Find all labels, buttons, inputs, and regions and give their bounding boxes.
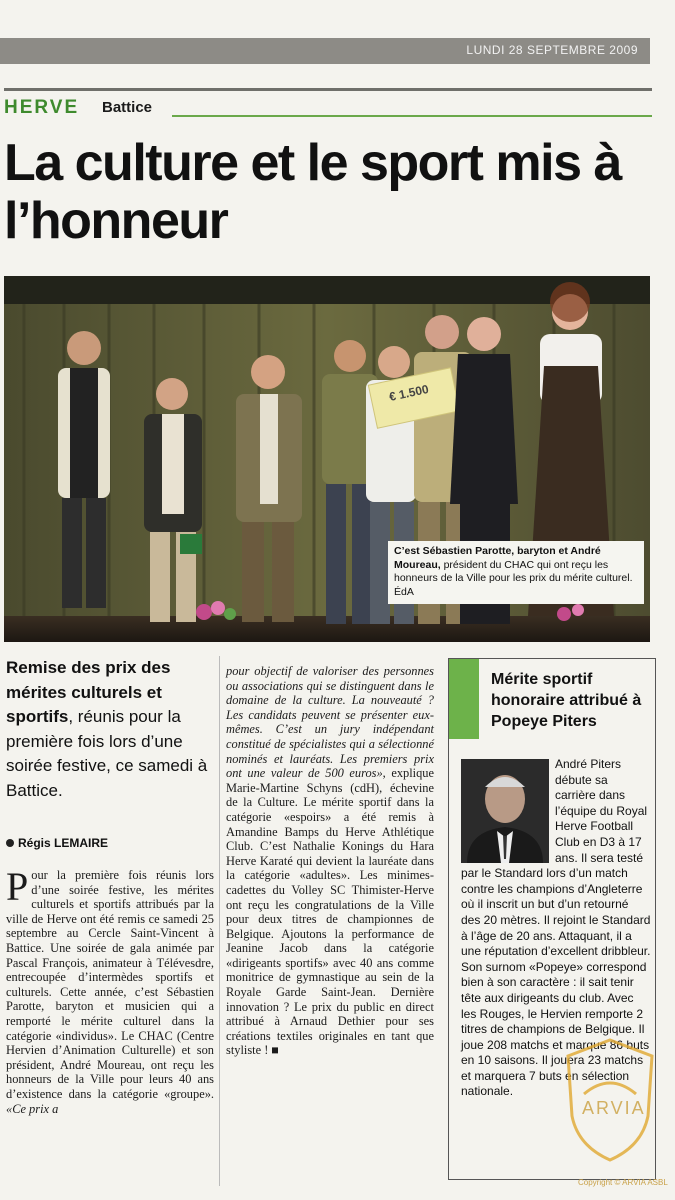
section-location: Battice (102, 99, 153, 116)
col1-text: our la première fois réunis lors d’une soirée festive, les mérites culturels et sportifs attribués par la ville de Herve ont été remis ce samedi 25 septembre au Cercle Saint-Vincent à Battice. Une soirée de gala animée par Pascal François, animateur à Télévesdre, entrecoupée d’intermèdes sportifs et culturels. Cette année, c’est Sébastien Parotte, baryton et musicien qui a remporté le mérite culturel dans la catégorie «individus». Le CHAC (Centre Hervien d’Animation Culturelle) et son président, André Moureau, ont reçu les honneurs de la Ville pour leurs 40 ans d’existence dans la catégorie «groupe». (6, 868, 214, 1101)
section-name: HERVE (4, 97, 80, 118)
caption-bold: C’est Sébastien Parotte, baryton et André Moureau, (394, 545, 601, 571)
photo-caption (388, 541, 644, 604)
article-column-1 (6, 864, 214, 1116)
section-header (4, 88, 652, 121)
logo-text: ARVIA (582, 1098, 646, 1118)
copyright-notice: Copyright © ARVIA ASBL (578, 1178, 668, 1187)
sidebar-accent (449, 659, 479, 739)
lead-bold: Remise des prix des mérites culturels et sportifs (6, 658, 171, 726)
issue-date: LUNDI 28 SEPTEMBRE 2009 (466, 43, 638, 57)
col2-quote: pour objectif de valoriser des personnes ou associations qui se distinguent dans le domaine de la culture. La nouveauté ? Les candidats peuvent se présenter eux-mêmes. C’est un jury indépendant constitué de spécialistes qui a sélectionné nominés et lauréats. Les premiers prix ont une valeur de 500 euros» (226, 664, 434, 781)
sidebar-text: André Piters débute sa carrière dans l’équipe du Royal Herve Football Club en D3 à 17 ans. Il sera testé par le Standard lors d’un match contre les champions d’Angleterre où il inscrit un but d’un retourné des 20 mètres. Il rejoint le Standard à l’âge de 20 ans. Attaquant, il a une réputation d’excellent dribbleur. Son surnom «Popeye» correspond bien à son caractère : il sait tenir tête aux dirigeants du club. Avec les Rouges, le Hervien remporte 2 titres de champions de Belgique. Il joue 208 matchs et marque 86 buts en 10 saisons. Il jouera 23 matchs et marquera 7 buts en sélection nationale. (461, 757, 651, 1099)
author-name: Régis LEMAIRE (18, 836, 109, 850)
byline-bullet (6, 839, 14, 847)
date-bar (0, 38, 650, 64)
col2-text: , explique Marie-Martine Schyns (cdH), échevine de la Culture. Le mérite sportif dans la catégorie «espoirs» a été remis à Amandine Bamps du Herve Athlétique Club. C’est Nathalie Konings du Hara Herve Karaté qui devient la lauréate dans la catégorie «adultes». Les minimes-cadettes du Volley SC Thimister-Herve ont reçu les congratulations de la Ville pour deux titres de championnes de Belgique. Ajoutons la performance de Jeanine Jacob dans la catégorie «dirigeants sportifs» avec 40 ans comme monitrice de gymnastique au sein de la Royale Garde Saint-Jean. Dernière innovation ? Le prix du public en direct attribué à Arnaud Dethier pour ses créations textiles originales en tant que styliste ! ■ (226, 766, 434, 1058)
sidebar-title: Mérite sportif honoraire attribué à Popeye Piters (491, 671, 642, 730)
lead-text: , réunis pour la première fois lors d’une soirée festive, ce samedi à Battice. (6, 707, 208, 800)
headline: La culture et le sport mis à l’honneur (4, 134, 621, 250)
col1-quote-start: «Ce prix a (6, 1101, 59, 1116)
column-divider (219, 656, 220, 1186)
article-lead (6, 656, 218, 803)
byline (6, 836, 108, 850)
drop-cap: P (6, 864, 29, 909)
check-amount: € 1.500 (387, 381, 430, 404)
article-column-2 (226, 664, 434, 1058)
caption-text: président du CHAC qui ont reçu les honneurs de la Ville pour les prix du mérite culturel. ÉdA (394, 558, 633, 598)
section-rule (172, 115, 652, 117)
